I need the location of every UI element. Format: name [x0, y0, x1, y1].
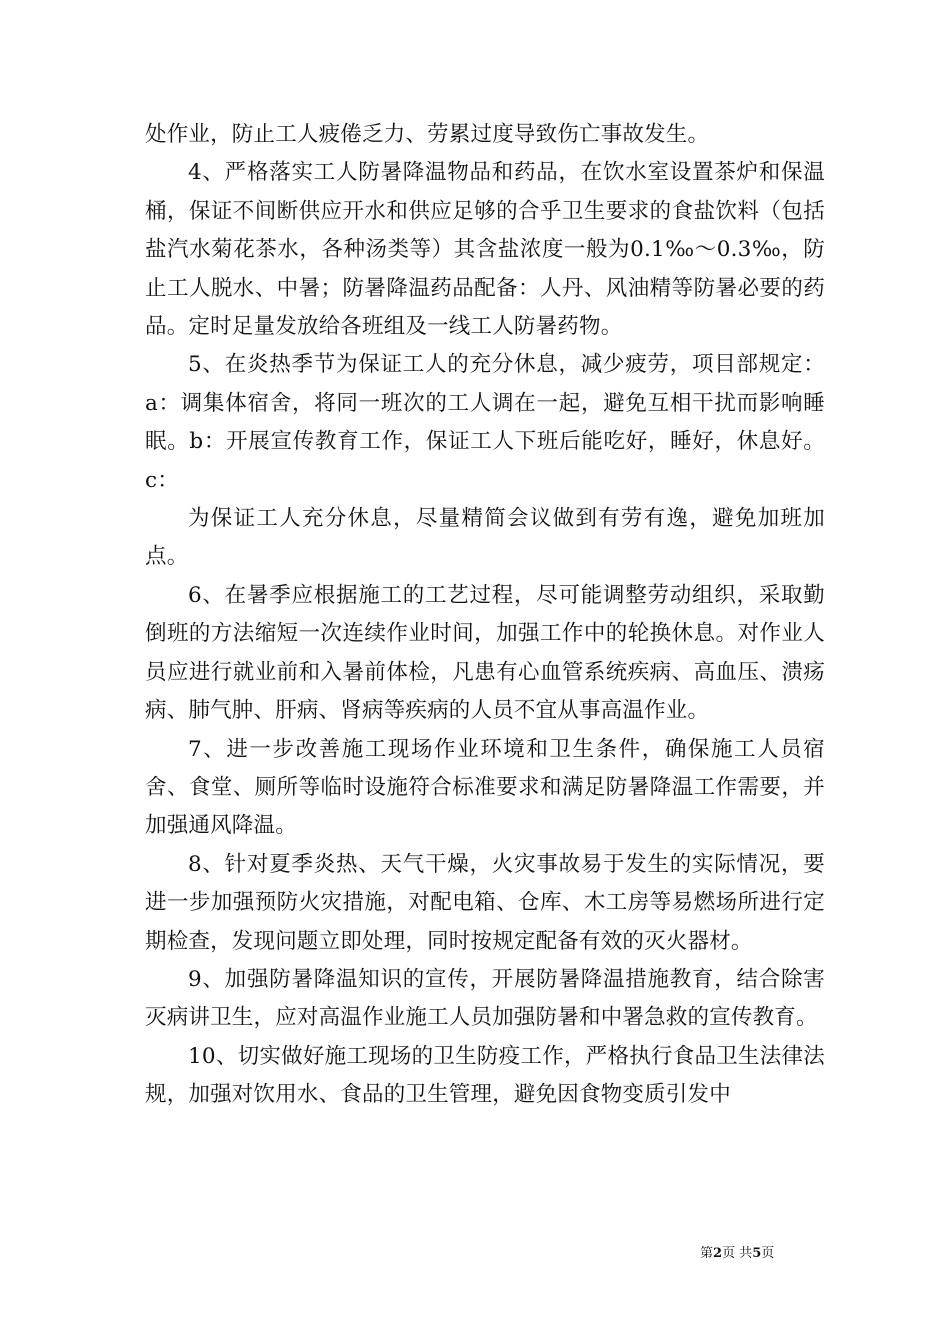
paragraph-5: 6、在暑季应根据施工的工艺过程，尽可能调整劳动组织，采取勤倒班的方法缩短一次连续作业时间，加强工作中的轮换休息。对作业人员应进行就业前和入暑前体检，凡患有心血管系统疾病、高血压、溃疡病、肺气肿、肝病、肾病等疾病的人员不宜从事高温作业。 — [145, 582, 825, 724]
document-body — [145, 116, 825, 1115]
footer-middle: 页 共 — [722, 1246, 753, 1261]
footer-suffix: 页 — [761, 1246, 775, 1261]
footer-prefix: 第 — [700, 1246, 714, 1261]
paragraph-6: 7、进一步改善施工现场作业环境和卫生条件，确保施工人员宿舍、食堂、厕所等临时设施符合标准要求和满足防暑降温工作需要，并加强通风降温。 — [145, 736, 825, 839]
page-number-footer — [700, 1245, 808, 1263]
paragraph-3: 5、在炎热季节为保证工人的充分休息，减少疲劳，项目部规定：a：调集体宿舍，将同一班次的工人调在一起，避免互相干扰而影响睡眠。b：开展宣传教育工作，保证工人下班后能吃好，睡好，休息好。c： — [145, 352, 825, 493]
paragraph-8: 9、加强防暑降温知识的宣传，开展防暑降温措施教育，结合除害灭病讲卫生，应对高温作业施工人员加强防暑和中署急救的宣传教育。 — [145, 966, 825, 1031]
footer-total-pages: 5 — [752, 1246, 762, 1261]
paragraph-9: 10、切实做好施工现场的卫生防疫工作，严格执行食品卫生法律法规，加强对饮用水、食品的卫生管理，避免因食物变质引发中 — [145, 1043, 825, 1108]
paragraph-4: 为保证工人充分休息，尽量精简会议做到有劳有逸，避免加班加点。 — [145, 506, 825, 570]
paragraph-2: 4、严格落实工人防暑降温物品和药品，在饮水室设置茶炉和保温桶，保证不间断供应开水和供应足够的合乎卫生要求的食盐饮料（包括盐汽水菊花茶水，各种汤类等）其含盐浓度一般为0.1‰～0.3‰，防止工人脱水、中暑；防暑降温药品配备：人丹、风油精等防暑必要的药品。定时足量发放给各班组及一线工人防暑药物。 — [145, 160, 825, 340]
paragraph-7: 8、针对夏季炎热、天气干燥，火灾事故易于发生的实际情况，要进一步加强预防火灾措施，对配电箱、仓库、木工房等易燃场所进行定期检查，发现问题立即处理，同时按规定配备有效的灭火器材。 — [145, 851, 825, 954]
paragraph-1: 处作业，防止工人疲倦乏力、劳累过度导致伤亡事故发生。 — [145, 122, 710, 147]
footer-current-page: 2 — [713, 1246, 723, 1261]
